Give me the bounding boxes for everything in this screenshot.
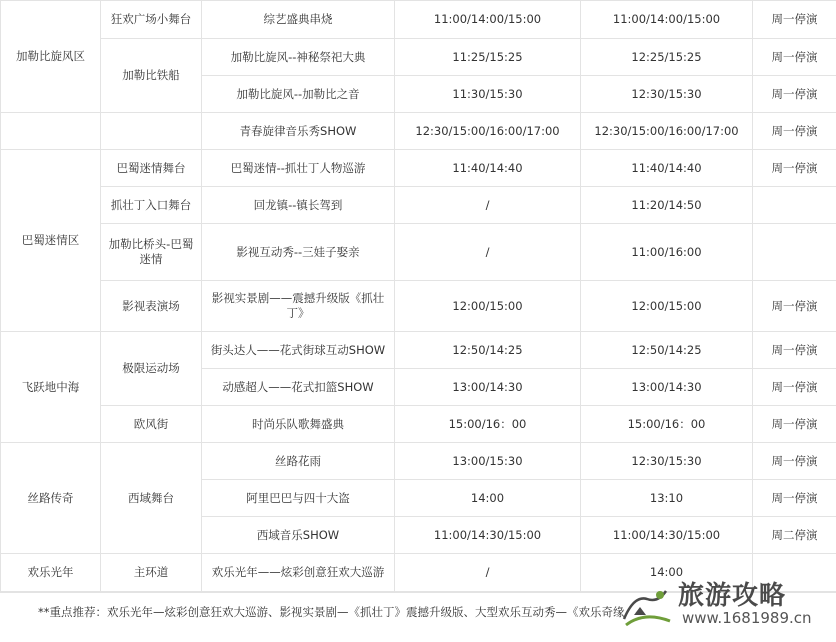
show-cell: 巴蜀迷情--抓壮丁人物巡游	[202, 150, 395, 187]
area-cell: 加勒比旋风区	[1, 1, 101, 113]
weekday-time-cell: 15:00/16：00	[395, 406, 581, 443]
venue-cell: 影视表演场	[101, 281, 202, 332]
watermark-title: 旅游攻略	[678, 575, 786, 612]
weekday-time-cell: 11:00/14:30/15:00	[395, 517, 581, 554]
weekend-time-cell: 15:00/16：00	[581, 406, 753, 443]
area-cell: 巴蜀迷情区	[1, 150, 101, 332]
venue-cell: 加勒比桥头-巴蜀迷情	[101, 224, 202, 281]
weekday-time-cell: 12:50/14:25	[395, 332, 581, 369]
table-row	[1, 150, 836, 187]
show-cell: 动感超人——花式扣篮SHOW	[202, 369, 395, 406]
table-row	[1, 332, 836, 369]
closed-day-cell: 周一停演	[753, 150, 836, 187]
area-cell: 丝路传奇	[1, 443, 101, 554]
table-row	[1, 224, 836, 281]
venue-cell: 主环道	[101, 554, 202, 592]
table-row	[1, 443, 836, 480]
travel-logo-icon	[620, 581, 674, 631]
weekday-time-cell: 14:00	[395, 480, 581, 517]
closed-day-cell	[753, 224, 836, 281]
show-cell: 影视实景剧——震撼升级版《抓壮丁》	[202, 281, 395, 332]
weekday-time-cell: 11:00/14:00/15:00	[395, 1, 581, 39]
area-cell	[1, 113, 101, 150]
show-cell: 影视互动秀--三娃子娶亲	[202, 224, 395, 281]
table-row	[1, 281, 836, 332]
venue-cell: 极限运动场	[101, 332, 202, 406]
closed-day-cell	[753, 187, 836, 224]
table-row	[1, 406, 836, 443]
show-cell: 欢乐光年——炫彩创意狂欢大巡游	[202, 554, 395, 592]
table-row	[1, 113, 836, 150]
show-cell: 街头达人——花式街球互动SHOW	[202, 332, 395, 369]
weekend-time-cell: 11:20/14:50	[581, 187, 753, 224]
weekend-time-cell: 12:50/14:25	[581, 332, 753, 369]
venue-cell: 加勒比铁船	[101, 39, 202, 113]
weekday-time-cell: 11:30/15:30	[395, 76, 581, 113]
venue-cell: 狂欢广场小舞台	[101, 1, 202, 39]
show-cell: 丝路花雨	[202, 443, 395, 480]
closed-day-cell: 周一停演	[753, 480, 836, 517]
show-cell: 阿里巴巴与四十大盗	[202, 480, 395, 517]
weekday-time-cell: /	[395, 187, 581, 224]
area-cell: 欢乐光年	[1, 554, 101, 592]
show-cell: 时尚乐队歌舞盛典	[202, 406, 395, 443]
weekend-time-cell: 12:30/15:30	[581, 76, 753, 113]
weekday-time-cell: /	[395, 554, 581, 592]
show-cell: 西域音乐SHOW	[202, 517, 395, 554]
show-cell: 青春旋律音乐秀SHOW	[202, 113, 395, 150]
show-cell: 加勒比旋风--神秘祭祀大典	[202, 39, 395, 76]
closed-day-cell: 周一停演	[753, 281, 836, 332]
closed-day-cell: 周一停演	[753, 76, 836, 113]
weekend-time-cell: 12:00/15:00	[581, 281, 753, 332]
venue-cell: 欧风街	[101, 406, 202, 443]
venue-cell: 西域舞台	[101, 443, 202, 554]
weekday-time-cell: /	[395, 224, 581, 281]
weekend-time-cell: 11:00/14:30/15:00	[581, 517, 753, 554]
show-cell: 综艺盛典串烧	[202, 1, 395, 39]
weekday-time-cell: 11:25/15:25	[395, 39, 581, 76]
show-cell: 回龙镇--镇长驾到	[202, 187, 395, 224]
weekend-time-cell: 11:00/16:00	[581, 224, 753, 281]
venue-cell	[101, 113, 202, 150]
show-cell: 加勒比旋风--加勒比之音	[202, 76, 395, 113]
weekend-time-cell: 14:00	[581, 554, 753, 592]
table-row	[1, 187, 836, 224]
closed-day-cell: 周一停演	[753, 1, 836, 39]
watermark	[620, 575, 830, 635]
weekday-time-cell: 11:40/14:40	[395, 150, 581, 187]
weekend-time-cell: 12:25/15:25	[581, 39, 753, 76]
weekend-time-cell: 12:30/15:00/16:00/17:00	[581, 113, 753, 150]
weekday-time-cell: 13:00/15:30	[395, 443, 581, 480]
weekend-time-cell: 12:30/15:30	[581, 443, 753, 480]
venue-cell: 巴蜀迷情舞台	[101, 150, 202, 187]
weekend-time-cell: 13:10	[581, 480, 753, 517]
closed-day-cell: 周一停演	[753, 443, 836, 480]
weekday-time-cell: 12:00/15:00	[395, 281, 581, 332]
venue-cell: 抓壮丁入口舞台	[101, 187, 202, 224]
closed-day-cell: 周一停演	[753, 369, 836, 406]
closed-day-cell: 周一停演	[753, 113, 836, 150]
weekend-time-cell: 13:00/14:30	[581, 369, 753, 406]
weekend-time-cell: 11:00/14:00/15:00	[581, 1, 753, 39]
weekend-time-cell: 11:40/14:40	[581, 150, 753, 187]
closed-day-cell: 周一停演	[753, 39, 836, 76]
footnote-text: **重点推荐：欢乐光年—炫彩创意狂欢大巡游、影视实景剧—《抓壮丁》震撼升级版、大型欢乐互动秀—《欢乐奇缘	[38, 604, 625, 620]
closed-day-cell: 周一停演	[753, 406, 836, 443]
area-cell: 飞跃地中海	[1, 332, 101, 443]
closed-day-cell: 周一停演	[753, 332, 836, 369]
closed-day-cell: 周二停演	[753, 517, 836, 554]
weekday-time-cell: 13:00/14:30	[395, 369, 581, 406]
table-row	[1, 39, 836, 76]
weekday-time-cell: 12:30/15:00/16:00/17:00	[395, 113, 581, 150]
table-row	[1, 1, 836, 39]
watermark-url: www.1681989.cn	[682, 609, 812, 627]
